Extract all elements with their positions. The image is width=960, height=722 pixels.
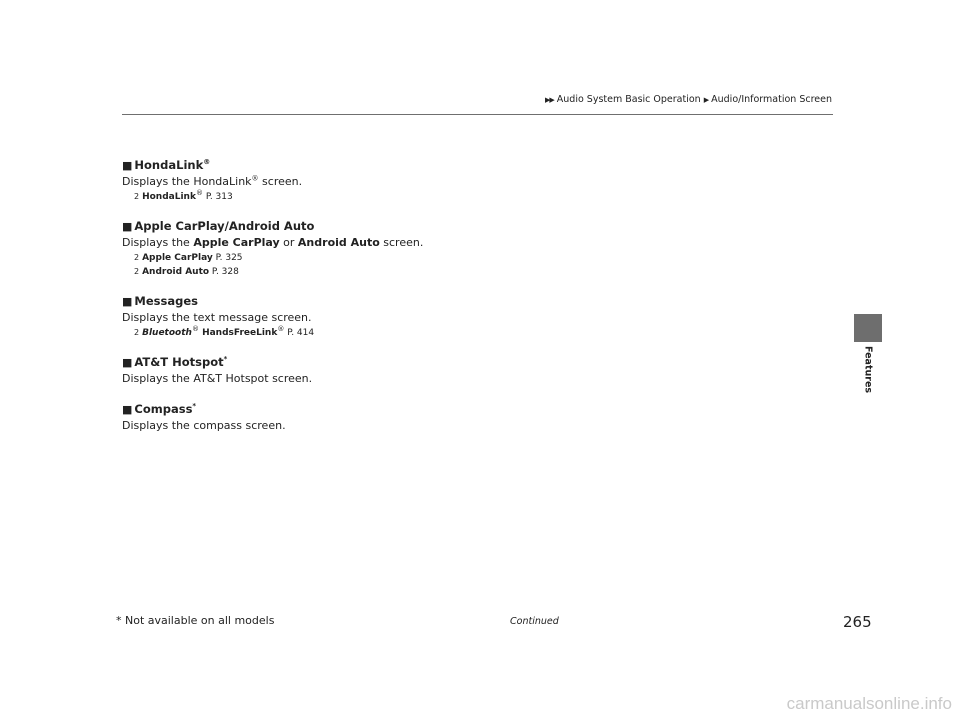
section-title (122, 401, 722, 418)
xref-page: P. 325 (212, 253, 243, 263)
xref-page: P. 414 (284, 328, 315, 338)
xref-apple-carplay[interactable] (122, 251, 722, 265)
section-hotspot (122, 354, 722, 387)
section-title-text: AT&T Hotspot (134, 355, 224, 369)
footnote-star: * (223, 355, 228, 364)
section-compass (122, 401, 722, 434)
desc-text: Displays the HondaLink (122, 175, 252, 188)
section-description: Displays the compass screen. (122, 419, 286, 432)
section-description (122, 235, 722, 251)
xref-label: HondaLink (142, 192, 196, 202)
page-content (122, 157, 722, 448)
breadcrumb-crumb-2[interactable]: Audio/Information Screen (711, 94, 832, 105)
section-carplay (122, 218, 722, 279)
desc-bold: Android Auto (297, 236, 380, 249)
square-bullet-icon: ■ (122, 295, 133, 308)
xref-label: HandsFreeLink (198, 328, 278, 338)
xref-arrow-icon: 2 (134, 267, 140, 276)
section-title-text: Compass (134, 402, 193, 416)
section-description (122, 174, 722, 190)
registered-mark: ® (277, 325, 285, 333)
desc-text: Displays the (122, 236, 194, 249)
footnote: * Not available on all models (116, 614, 275, 627)
continued-label: Continued (510, 616, 559, 627)
section-title-text: HondaLink (134, 158, 204, 172)
section-hondalink (122, 157, 722, 204)
breadcrumb-crumb-1[interactable]: Audio System Basic Operation (556, 94, 701, 105)
xref-label: Android Auto (142, 267, 210, 277)
desc-text: screen. (379, 236, 424, 249)
xref-arrow-icon: 2 (134, 253, 140, 262)
section-title-text: Apple CarPlay/Android Auto (134, 219, 315, 233)
features-side-label: Features (862, 346, 874, 394)
breadcrumb-arrow-icon: ▶▶ (545, 96, 554, 104)
section-title (122, 218, 722, 235)
watermark: carmanualsonline.info (786, 694, 952, 713)
xref-label: Apple CarPlay (142, 253, 213, 263)
registered-mark: ® (251, 174, 259, 183)
features-side-label-box (844, 346, 892, 406)
breadcrumb-separator-icon: ▶ (703, 96, 709, 104)
desc-text: screen. (258, 175, 303, 188)
xref-arrow-icon: 2 (134, 192, 140, 201)
square-bullet-icon: ■ (122, 356, 133, 369)
xref-hondalink[interactable] (122, 190, 722, 204)
section-title (122, 354, 722, 371)
section-messages (122, 293, 722, 340)
section-title-text: Messages (134, 294, 198, 308)
page-number: 265 (843, 613, 872, 631)
breadcrumb (545, 94, 832, 105)
registered-mark: ® (203, 158, 211, 167)
registered-mark: ® (191, 325, 199, 333)
square-bullet-icon: ■ (122, 220, 133, 233)
desc-bold: Apple CarPlay (193, 236, 280, 249)
xref-page: P. 313 (202, 192, 233, 202)
xref-bluetooth-handsfreelink[interactable] (122, 326, 722, 340)
header-rule (122, 114, 833, 115)
section-description: Displays the text message screen. (122, 311, 312, 324)
square-bullet-icon: ■ (122, 159, 133, 172)
section-title (122, 293, 722, 310)
features-side-tab[interactable] (854, 314, 882, 342)
xref-arrow-icon: 2 (134, 328, 140, 337)
square-bullet-icon: ■ (122, 403, 133, 416)
registered-mark: ® (195, 189, 203, 197)
xref-label-italic: Bluetooth (142, 328, 192, 338)
desc-text: or (279, 236, 298, 249)
xref-android-auto[interactable] (122, 265, 722, 279)
xref-page: P. 328 (209, 267, 239, 277)
footnote-star: * (192, 402, 197, 411)
section-description: Displays the AT&T Hotspot screen. (122, 372, 313, 385)
section-title (122, 157, 722, 174)
